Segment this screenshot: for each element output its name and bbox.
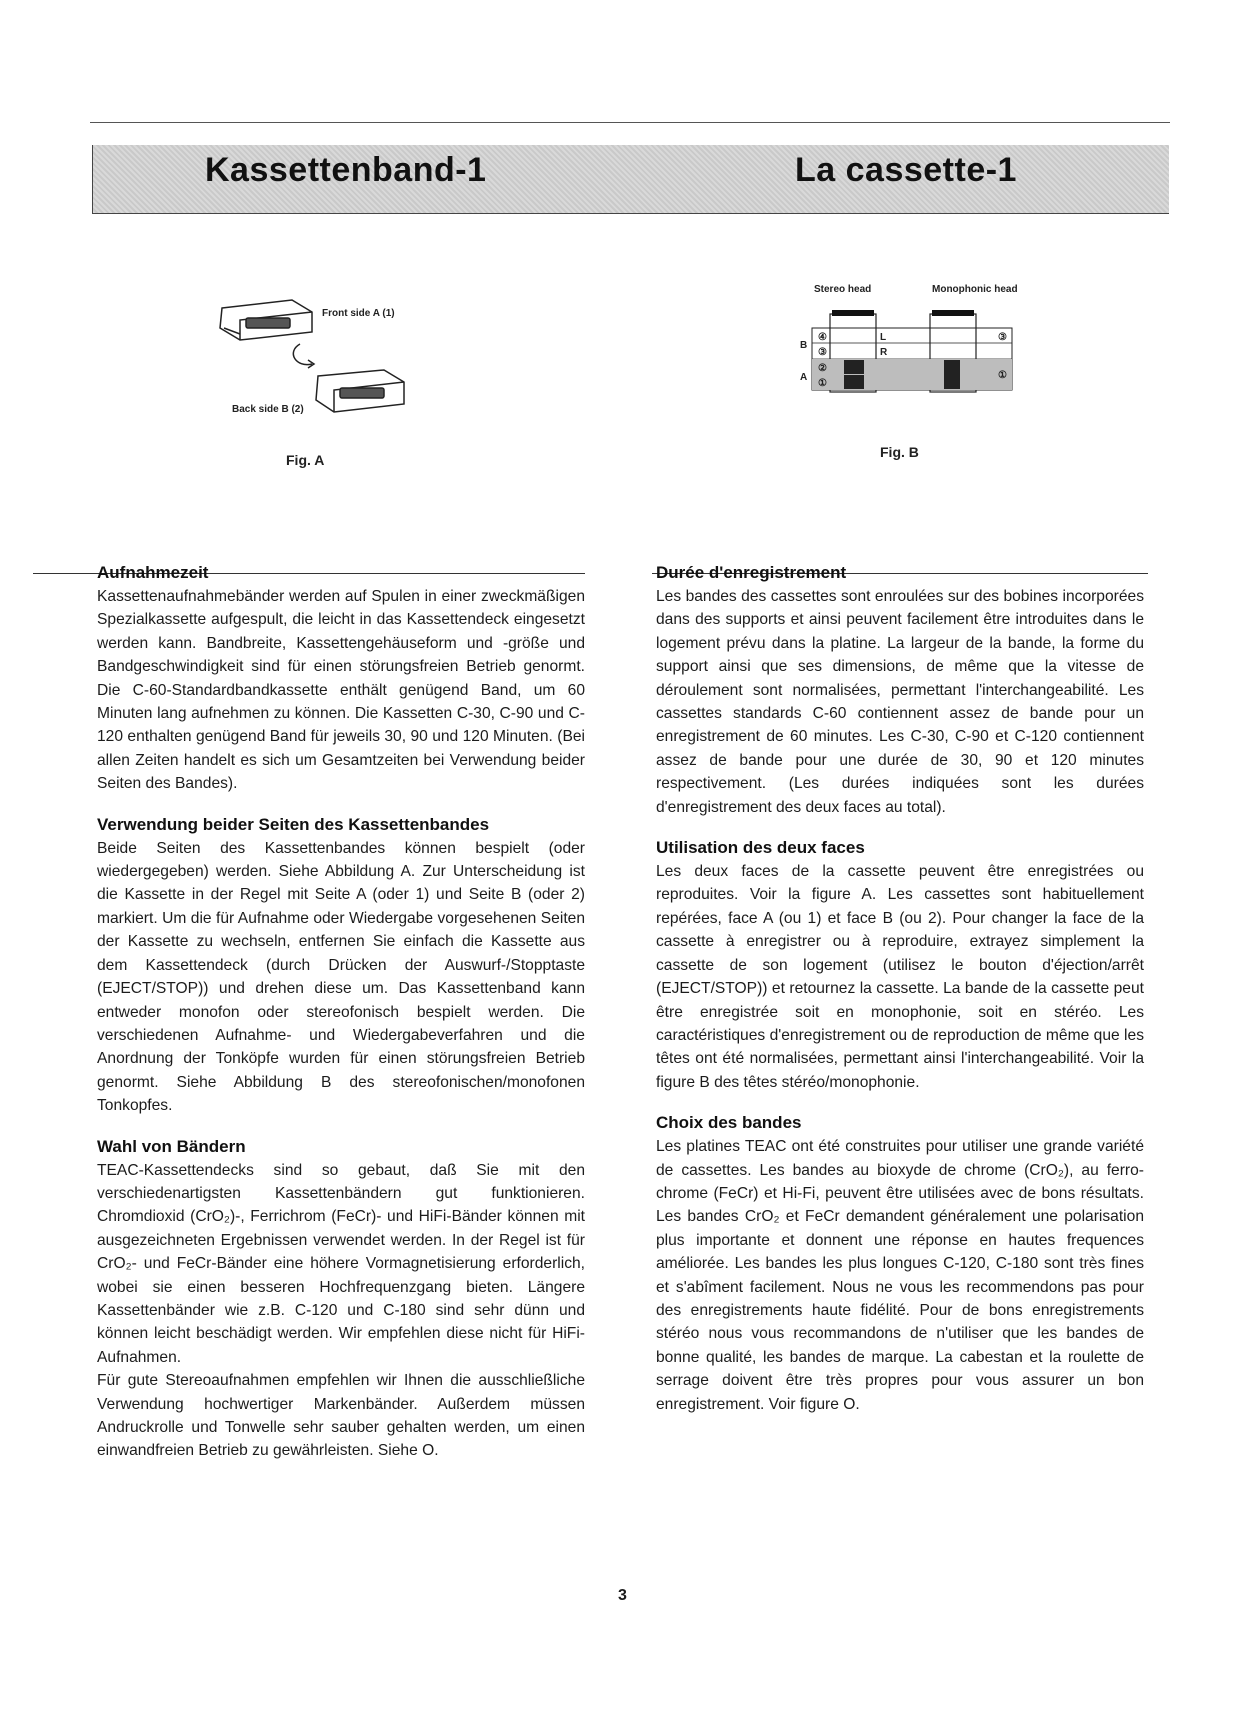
page-title-german: Kassettenband-1 [205,151,487,189]
paragraph: Les bandes des cassettes sont enroulées sur des bobines incorporées dans des supports et ainsi peuvent facilement être introduites dans le logement prévu dans la platine. La largeur de la bande, la forme du support ainsi que ses dimensions, de même que la vitesse de déroulement sont normalisées, permettant l'interchangeabilité. Les cassettes standards C-60 contiennent assez de bande pour un enregistrement de 60 minutes. Les C-30, C-90 et C-120 contiennent assez de bande pour une durée de 30, 90 et 120 minutes respectivement. (Les durées indiquées sont les durées d'enregistrement des deux faces au total). [656,588,1144,816]
track-2-label: ② [818,363,827,374]
figure-a-caption: Fig. A [286,452,325,468]
section-heading [656,562,1144,584]
mono-head-label: Monophonic head [932,284,1018,295]
track-1-label: ① [818,378,827,389]
track-4-label: ④ [818,332,827,343]
figure-a-cassette-sides [200,290,440,450]
header-top-rule [90,122,1170,123]
french-column [656,562,1144,1434]
paragraph: TEAC-Kassettendecks sind so gebaut, daß Sie mit den verschiedenartigsten Kassettenbändern gut funktionieren. Chromdioxid (CrO₂)-, Ferrichrom (FeCr)- und HiFi-Bänder können mit ausgezeichneten Ergebnissen verwendet werden. In der Regel ist für CrO₂- und FeCr-Bänder eine höhere Vormagnetisierung erforderlich, wobei sie einen besseren Hochfrequenzgang bieten. Längere Kassettenbänder wie z.B. C-120 und C-180 sind sehr dünn und können leicht beschädigt werden. Wir empfehlen diese nicht für HiFi-Aufnahmen. [97,1161,585,1366]
channel-l-label: L [880,332,887,343]
section-heading [97,562,585,584]
heading-both-sides-fr: Utilisation des deux faces [656,838,865,858]
cassette-front-icon [220,300,312,340]
side-b-label: B [800,340,808,351]
figure-b-caption: Fig. B [880,444,919,460]
heading-tape-choice-fr: Choix des bandes [656,1113,802,1133]
paragraph: Les platines TEAC ont été construites pour utiliser une grande variété de cassettes. Les bandes au bioxyde de chrome (CrO₂), au ferro-chrome (FeCr) et Hi-Fi, peuvent être utilisées avec de bons résultats. Les bandes CrO₂ et FeCr demandent généralement une polarisation plus importante et donnent une réponse en hautes frequences améliorée. Les bandes les plus longues C-120, C-180 sont très fines et s'abîment facilement. Nous ne vous les recommendons pas pour des enregistrements haute fidélité. Pour de bons enregistrements stéréo nous vous recommandons de n'utiliser que les bandes de bonne qualité, les bandes de marque. La cabestan et la roulette de serrage doivent être très propres pour vous assurer un bon enregistrement. Voir figure O. [656,1138,1144,1413]
heading-recording-time-fr: Durée d'enregistrement [656,563,847,582]
back-side-label: Back side B (2) [232,404,304,415]
paragraph: Les deux faces de la cassette peuvent être enregistrées ou reproduites. Voir la figure A. Les cassettes sont habituellement repérées, face A (ou 1) et face B (ou 2). Pour changer la face de la cassette à enregistrer ou à reproduire, extrayez simplement la cassette de son logement (utilisez le bouton d'éjection/arrêt (EJECT/STOP)) et retournez la cassette. La bande de la cassette peut être enregistrée soit en monophonie, soit en stéréo. Les caractéristiques d'enregistrement ou de reproduction de même que les têtes ont été normalisées, permettant ainsi l'interchangeabilité. Voir la figure B des têtes stéréo/monophonie. [656,863,1144,1091]
german-column [97,562,585,1481]
side-a-label: A [800,372,808,383]
mono-track-lower-label: ① [998,370,1007,381]
stereo-head-label: Stereo head [814,284,872,295]
mono-track-upper-label: ③ [998,332,1007,343]
heading-both-sides-de: Verwendung beider Seiten des Kassettenbandes [97,814,490,834]
front-side-label: Front side A (1) [322,308,395,319]
paragraph: Für gute Stereoaufnahmen empfehlen wir Ihnen die ausschließliche Verwendung hochwertiger Markenbänder. Außerdem müssen Andruckrolle und Tonwelle sehr sauber gehalten werden, um einen einwandfreien Betrieb zu gewährleisten. Siehe O. [97,1372,585,1460]
page-title-french: La cassette-1 [795,151,1017,189]
paragraph: Beide Seiten des Kassettenbandes können bespielt (oder wiedergegeben) werden. Siehe Abbildung A. Zur Unterscheidung ist die Kassette in der Regel mit Seite A (oder 1) und Seite B (oder 2) markiert. Um die für Aufnahme oder Wiedergabe vorgesehenen Seiten der Kassette zu wechseln, entfernen Sie einfach die Kassette aus dem Kassettendeck (durch Drücken der Auswurf-/Stopptaste (EJECT/STOP)) und drehen diese um. Das Kassettenband kann entweder monofon oder stereofonisch bespielt werden. Die verschiedenen Aufnahme- und Wiedergabeverfahren und die Anordnung der Tonköpfe wurden für einen störungsfreien Betrieb genormt. Siehe Abbildung B des stereofonischen/monofonen Tonkopfes. [97,839,585,1115]
paragraph: Kassettenaufnahmebänder werden auf Spulen in einer zweckmäßigen Spezialkassette aufgespult, die leicht in das Kassettendeck eingesetzt werden kann. Bandbreite, Kassettengehäuseform und -größe und Bandgeschwindigkeit sind für einen störungsfreien Betrieb genormt. Die C-60-Standardbandkassette enthält genügend Band, um 60 Minuten lang aufnehmen zu können. Die Kassetten C-30, C-90 und C-120 enthalten genügend Band für jeweils 30, 90 und 120 Minuten. (Bei allen Zeiten handelt es sich um Gesamtzeiten bei Verwendung beider Seiten des Bandes). [97,588,585,793]
page-number: 3 [618,1587,627,1604]
track-3-label: ③ [818,347,827,358]
channel-r-label: R [880,347,888,358]
heading-tape-choice-de: Wahl von Bändern [97,1136,246,1156]
cassette-back-icon [316,370,404,412]
figure-b-head-tracks [792,282,1022,402]
heading-recording-time-de: Aufnahmezeit [97,563,209,582]
